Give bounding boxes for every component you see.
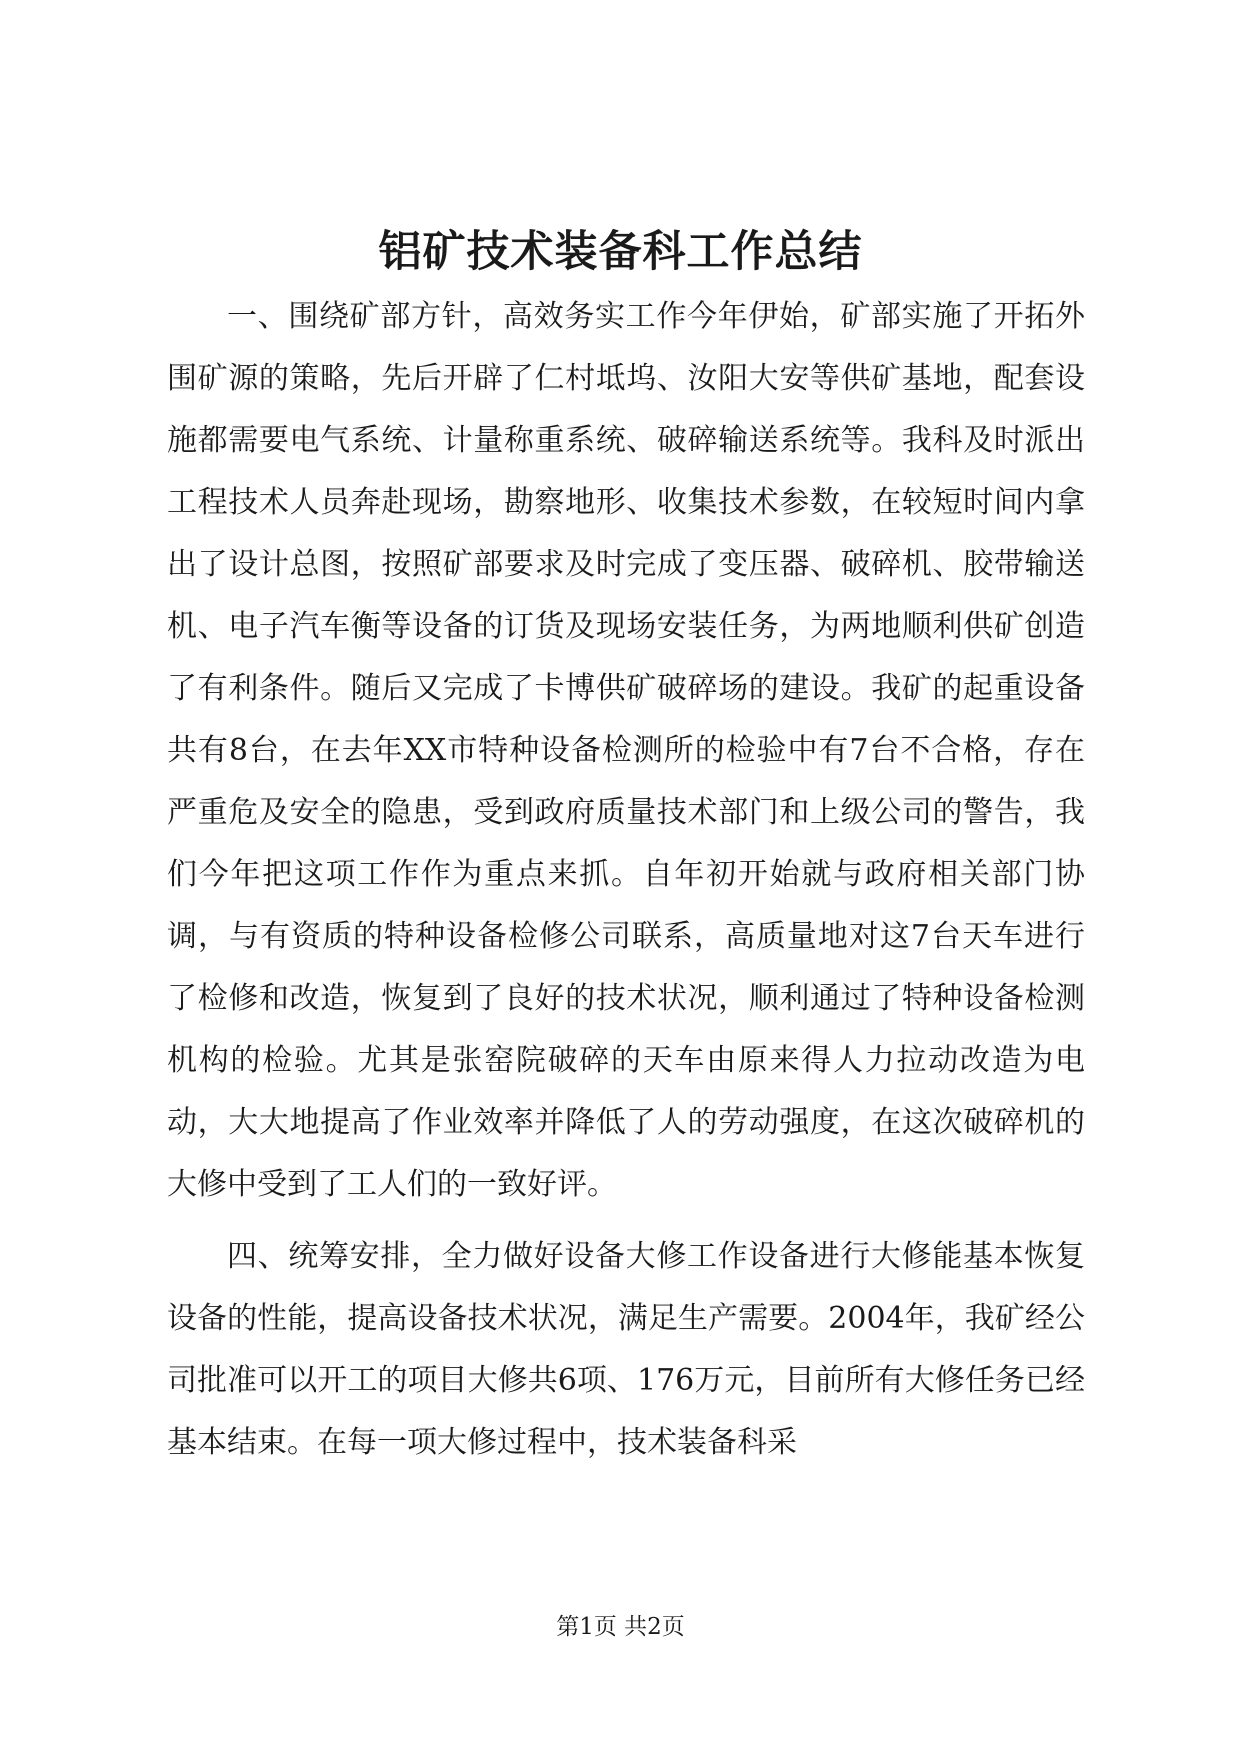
paragraph-1: 一、围绕矿部方针，高效务实工作今年伊始，矿部实施了开拓外围矿源的策略，先后开辟了仁村坻坞、汝阳大安等供矿基地，配套设施都需要电气系统、计量称重系统、破碎输送系统等。我科及时派出工程技术人员奔赴现场，勘察地形、收集技术参数，在较短时间内拿出了设计总图，按照矿部要求及时完成了变压器、破碎机、胶带输送机、电子汽车衡等设备的订货及现场安装任务，为两地顺利供矿创造了有利条件。随后又完成了卡博供矿破碎场的建设。我矿的起重设备共有8台，在去年XX市特种设备检测所的检验中有7台不合格，存在严重危及安全的隐患，受到政府质量技术部门和上级公司的警告，我们今年把这项工作作为重点来抓。自年初开始就与政府相关部门协调，与有资质的特种设备检修公司联系，高质量地对这7台天车进行了检修和改造，恢复到了良好的技术状况，顺利通过了特种设备检测机构的检验。尤其是张窑院破碎的天车由原来得人力拉动改造为电动，大大地提高了作业效率并降低了人的劳动强度，在这次破碎机的大修中受到了工人们的一致好评。 xyxy=(167,299,1085,1202)
document-title: 铝矿技术装备科工作总结 xyxy=(378,227,863,277)
page-number: 第1页 共2页 xyxy=(556,1614,685,1640)
paragraph-2: 四、统筹安排，全力做好设备大修工作设备进行大修能基本恢复设备的性能，提高设备技术状况，满足生产需要。2004年，我矿经公司批准可以开工的项目大修共6项、176万元，目前所有大修任务已经基本结束。在每一项大修过程中，技术装备科采 xyxy=(167,1239,1085,1460)
document-body xyxy=(167,286,1085,1474)
